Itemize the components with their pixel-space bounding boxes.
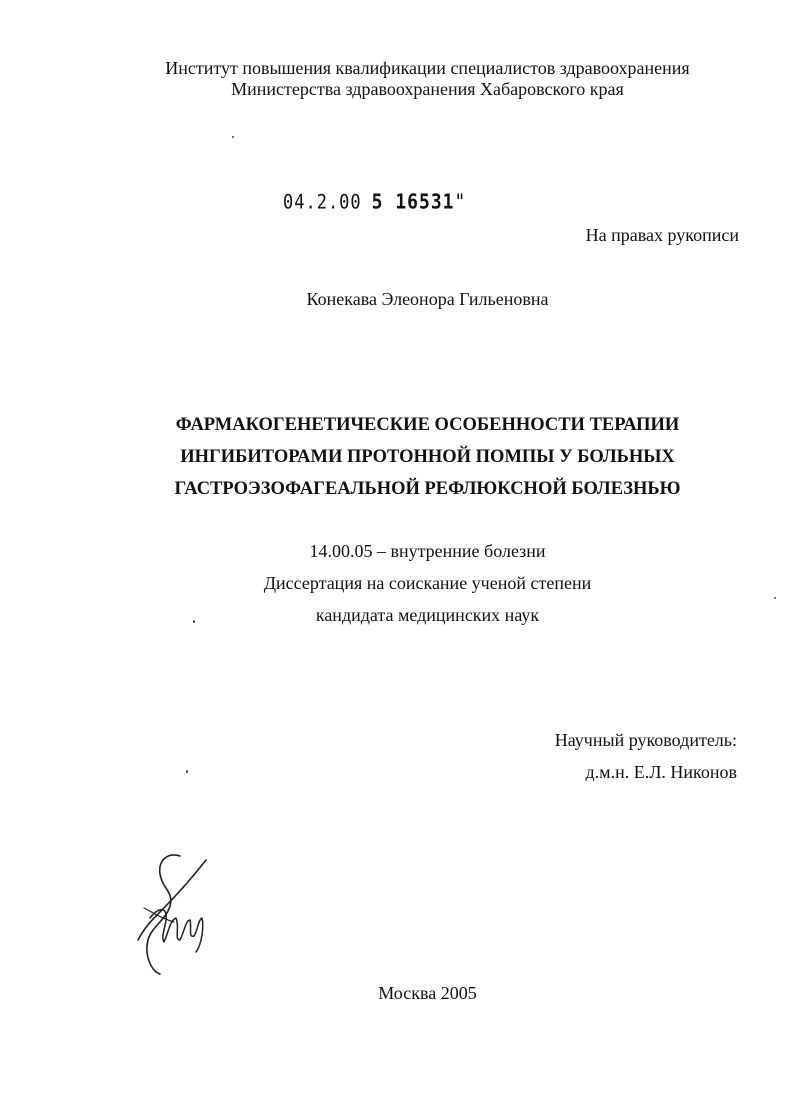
stamp-number: 5 16531 [371,190,455,215]
city-year: Москва 2005 [378,983,477,1003]
rights-note: На правах рукописи [585,225,739,245]
title-line-2: ИНГИБИТОРАМИ ПРОТОННОЙ ПОМПЫ У БОЛЬНЫХ [180,447,675,467]
handwritten-signature [130,848,220,978]
title-line-1: ФАРМАКОГЕНЕТИЧЕСКИЕ ОСОБЕННОСТИ ТЕРАПИИ [175,415,680,435]
registration-stamp [283,190,466,214]
institute-name-line-2: Министерства здравоохранения Хабаровского края [231,79,624,99]
scan-speck [193,620,195,623]
stamp-mark: " [454,190,467,215]
stamp-code: 04.2.00 [283,191,362,215]
scan-speck [186,770,188,773]
author-name: Конекава Элеонора Гильеновна [306,289,549,309]
institute-name-line-1: Институт повышения квалификации специалистов здравоохранения [165,58,690,78]
specialty-code: 14.00.05 – внутренние болезни [309,541,546,561]
scan-speck [774,597,776,599]
title-line-3: ГАСТРОЭЗОФАГЕАЛЬНОЙ РЕФЛЮКСНОЙ БОЛЕЗНЬЮ [174,479,681,499]
scan-speck [232,136,234,138]
degree-line-2: кандидата медицинских наук [315,605,540,625]
degree-line-1: Диссертация на соискание ученой степени [263,573,592,593]
supervisor-label: Научный руководитель: [554,730,737,750]
supervisor-name: д.м.н. Е.Л. Никонов [585,762,737,782]
